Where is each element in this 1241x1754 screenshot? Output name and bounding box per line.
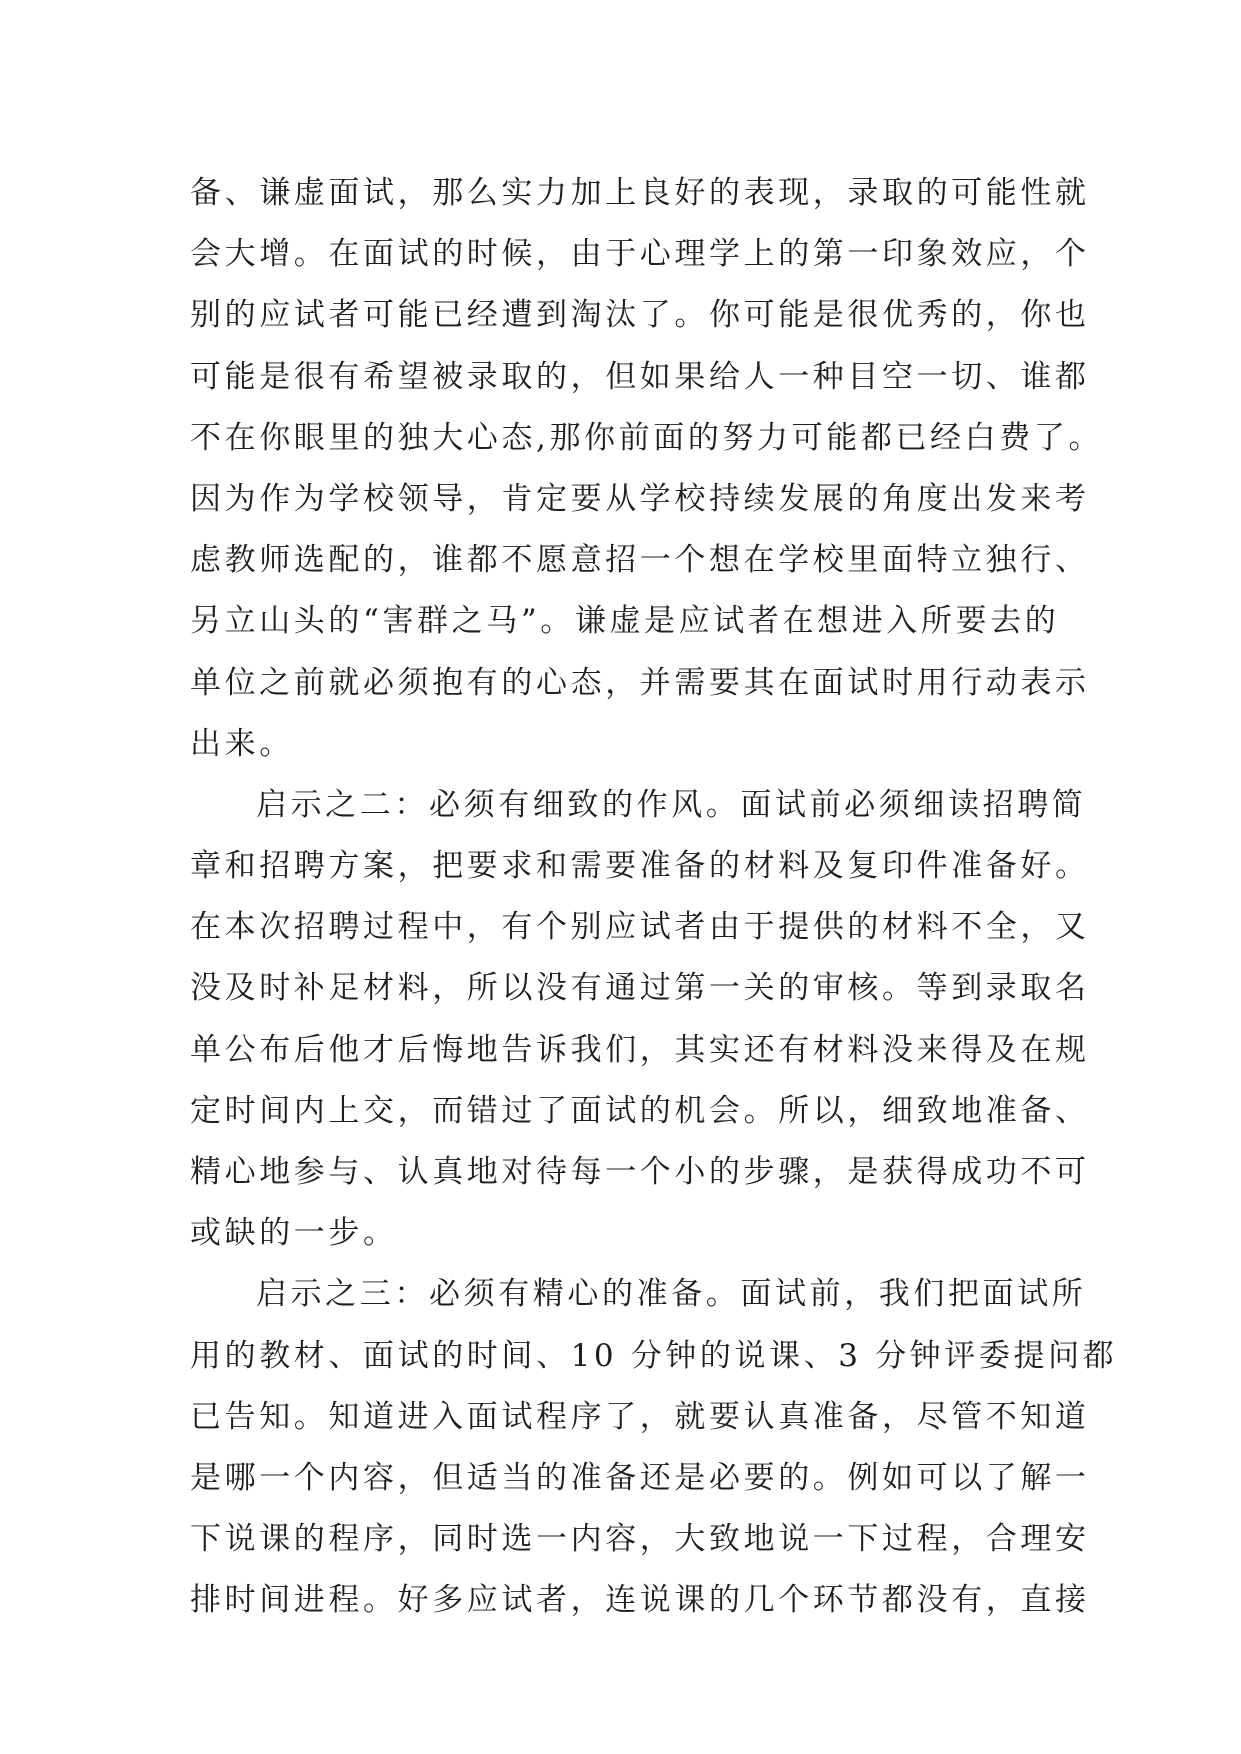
body-text <box>190 163 1118 1632</box>
text-line: 出来。 <box>190 725 294 762</box>
text-line: 单公布后他才后悔地告诉我们，其实还有材料没来得及在规 <box>190 1031 1090 1068</box>
text-line: 在本次招聘过程中，有个别应试者由于提供的材料不全，又 <box>190 909 1090 946</box>
text-line: 会大增。在面试的时候，由于心理学上的第一印象效应，个 <box>190 236 1090 273</box>
text-line: 没及时补足材料，所以没有通过第一关的审核。等到录取名 <box>190 970 1090 1007</box>
text-line: 别的应试者可能已经遭到淘汰了。你可能是很优秀的，你也 <box>190 297 1090 334</box>
text-line: 另立山头的“害群之马”。谦虚是应试者在想进入所要去的 <box>190 603 1060 640</box>
text-line: 精心地参与、认真地对待每一个小的步骤，是获得成功不可 <box>190 1154 1090 1190</box>
text-line: 虑教师选配的，谁都不愿意招一个想在学校里面特立独行、 <box>190 542 1090 579</box>
text-line: 单位之前就必须抱有的心态，并需要其在面试时用行动表示 <box>190 664 1090 701</box>
text-line: 已告知。知道进入面试程序了，就要认真准备，尽管不知道 <box>190 1398 1090 1435</box>
text-line: 章和招聘方案，把要求和需要准备的材料及复印件准备好。 <box>190 848 1090 885</box>
paragraph-start-line: 启示之二：必须有细致的作风。面试前必须细读招聘简 <box>256 786 1087 823</box>
text-line: 排时间进程。好多应试者，连说课的几个环节都没有，直接 <box>190 1582 1090 1619</box>
text-line: 用的教材、面试的时间、10 分钟的说课、3 分钟评委提问都 <box>190 1337 1118 1374</box>
paragraph-start-line: 启示之三：必须有精心的准备。面试前，我们把面试所 <box>256 1276 1087 1313</box>
text-line: 因为作为学校领导，肯定要从学校持续发展的角度出发来考 <box>190 480 1090 517</box>
text-line: 可能是很有希望被录取的，但如果给人一种目空一切、谁都 <box>190 358 1090 395</box>
text-line: 定时间内上交，而错过了面试的机会。所以，细致地准备、 <box>190 1092 1090 1129</box>
text-line: 是哪一个内容，但适当的准备还是必要的。例如可以了解一 <box>190 1459 1090 1496</box>
text-line: 下说课的程序，同时选一内容，大致地说一下过程，合理安 <box>190 1521 1090 1558</box>
text-line: 不在你眼里的独大心态,那你前面的努力可能都已经白费了。 <box>190 419 1104 456</box>
text-line: 或缺的一步。 <box>190 1215 398 1252</box>
text-line: 备、谦虚面试，那么实力加上良好的表现，录取的可能性就 <box>190 175 1090 211</box>
